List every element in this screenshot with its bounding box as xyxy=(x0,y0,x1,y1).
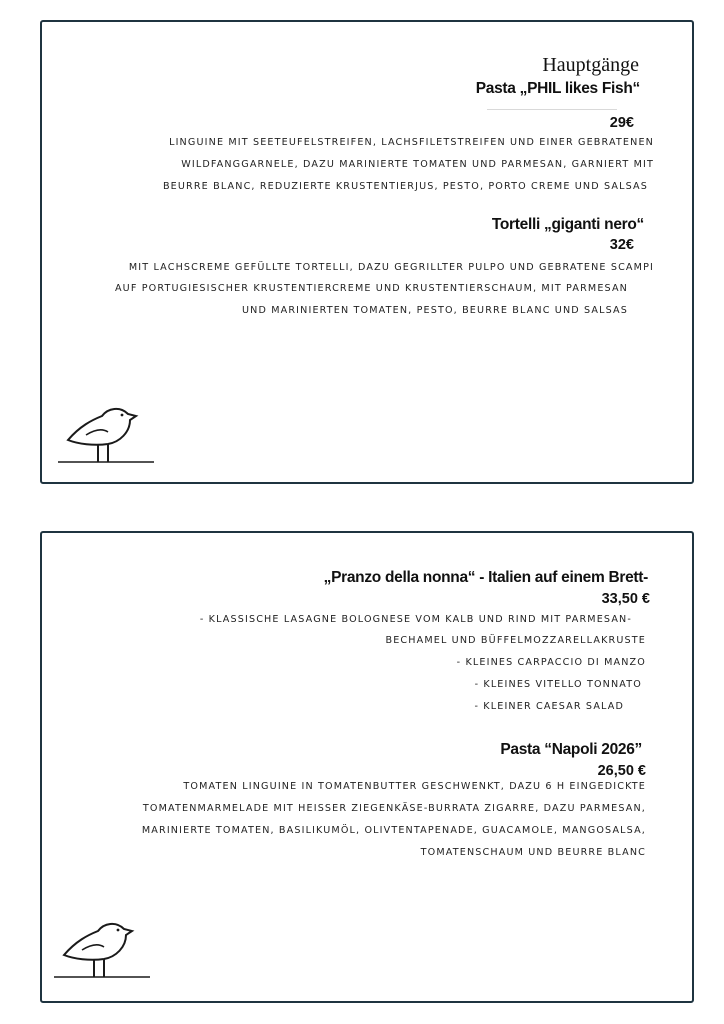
dish-description-line: - KLEINER CAESAR SALAD xyxy=(474,701,624,712)
dish-description-line: WILDFANGGARNELE, DAZU MARINIERTE TOMATEN UND PARMESAN, GARNIERT MIT xyxy=(181,159,654,170)
menu-card-main-courses xyxy=(40,20,694,484)
dish-description-line: TOMATEN LINGUINE IN TOMATENBUTTER GESCHWENKT, DAZU 6 H EINGEDICKTE xyxy=(183,781,646,792)
menu-card-specials xyxy=(40,531,694,1003)
dish-price: 26,50 € xyxy=(597,763,646,779)
dish-price: 29€ xyxy=(609,115,634,131)
dish-name: Tortelli „giganti nero“ xyxy=(491,216,644,233)
dish-description-line: - KLEINES VITELLO TONNATO xyxy=(474,679,642,690)
dish-description-line: LINGUINE MIT SEETEUFELSTREIFEN, LACHSFILETSTREIFEN UND EINER GEBRATENEN xyxy=(169,137,654,148)
dish-price: 32€ xyxy=(609,237,634,253)
dish-description-line: MIT LACHSCREME GEFÜLLTE TORTELLI, DAZU GEGRILLTER PULPO UND GEBRATENE SCAMPI xyxy=(128,262,654,273)
dish-description-line: UND MARINIERTEN TOMATEN, PESTO, BEURRE BLANC UND SALSAS xyxy=(241,305,628,316)
dish-description-line: - KLASSISCHE LASAGNE BOLOGNESE VOM KALB UND RIND MIT PARMESAN- xyxy=(199,614,632,625)
dish-name: Pasta „PHIL likes Fish“ xyxy=(475,80,640,97)
dish-description-line: AUF PORTUGIESISCHER KRUSTENTIERCREME UND KRUSTENTIERSCHAUM, MIT PARMESAN xyxy=(114,283,628,294)
dish-description-line: - KLEINES CARPACCIO DI MANZO xyxy=(456,657,646,668)
dish-name: „Pranzo della nonna“ - Italien auf einem Brett- xyxy=(323,569,648,586)
dish-description-line: MARINIERTE TOMATEN, BASILIKUMÖL, OLIVTENTAPENADE, GUACAMOLE, MANGOSALSA, xyxy=(141,825,646,836)
section-heading: Hauptgänge xyxy=(542,54,639,76)
dish-price: 33,50 € xyxy=(601,591,650,607)
divider xyxy=(487,109,617,110)
dish-description-line: TOMATENSCHAUM UND BEURRE BLANC xyxy=(420,847,646,858)
dish-description-line: BEURRE BLANC, REDUZIERTE KRUSTENTIERJUS, PESTO, PORTO CREME UND SALSAS xyxy=(162,181,648,192)
bird-icon xyxy=(52,917,152,982)
dish-description-line: BECHAMEL UND BÜFFELMOZZARELLAKRUSTE xyxy=(385,635,646,646)
dish-description-line: TOMATENMARMELADE MIT HEISSER ZIEGENKÄSE-BURRATA ZIGARRE, DAZU PARMESAN, xyxy=(142,803,646,814)
bird-icon xyxy=(56,402,156,467)
dish-name: Pasta “Napoli 2026” xyxy=(500,741,642,758)
